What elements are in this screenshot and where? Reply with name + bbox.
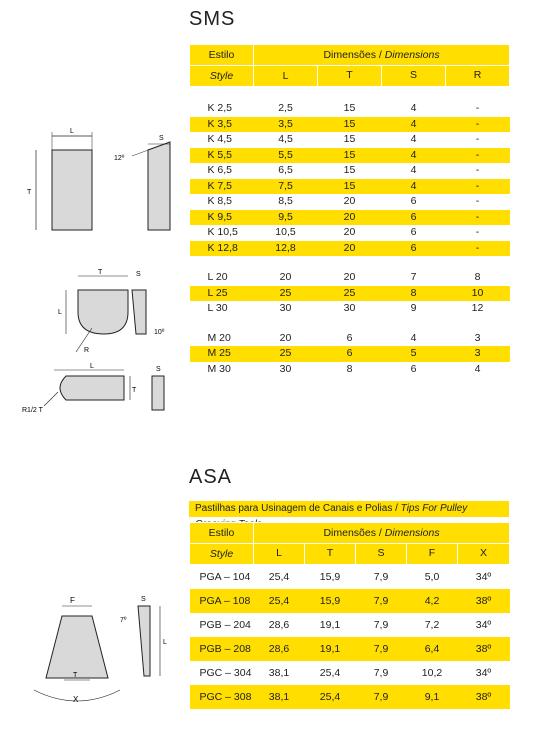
- table-row: [190, 613, 510, 637]
- s-cell: 6: [410, 362, 417, 375]
- r-cell: -: [446, 148, 510, 164]
- table-row: [190, 101, 510, 117]
- svg-text:R: R: [84, 347, 90, 354]
- table-row: [190, 132, 510, 148]
- l-cell: 20: [279, 271, 292, 283]
- t-cell: 25,4: [305, 685, 356, 709]
- table-row: [190, 163, 510, 179]
- svg-text:L: L: [90, 363, 94, 370]
- col-header-r: R: [446, 66, 510, 87]
- svg-text:L: L: [70, 128, 74, 135]
- r-cell: 3: [474, 331, 481, 344]
- x-cell: 38º: [458, 637, 510, 661]
- r-cell: -: [475, 133, 480, 145]
- table-row: [190, 589, 510, 613]
- svg-text:L: L: [163, 639, 167, 646]
- r-cell: -: [475, 195, 480, 207]
- l-cell: 12,8: [254, 241, 318, 257]
- l-cell: 28,6: [268, 619, 290, 631]
- l-cell: 2,5: [278, 102, 293, 114]
- sms-title: SMS: [189, 8, 236, 30]
- r-cell: 3: [446, 346, 510, 362]
- style-cell: PGB – 204: [199, 619, 251, 631]
- s-cell: 4: [382, 179, 446, 195]
- t-cell: 25,4: [319, 667, 341, 679]
- x-cell: 34º: [475, 619, 492, 631]
- t-cell: 15: [343, 164, 356, 176]
- t-cell: 20: [343, 271, 356, 283]
- f-cell: 7,2: [424, 619, 440, 631]
- table-row: [190, 210, 510, 226]
- t-cell: 6: [346, 331, 353, 344]
- t-cell: 19,1: [319, 619, 341, 631]
- r-cell: -: [446, 241, 510, 257]
- table-row: [190, 225, 510, 241]
- t-cell: 25: [318, 286, 382, 302]
- svg-text:T: T: [98, 269, 103, 276]
- table-row: [190, 241, 510, 257]
- l-cell: 28,6: [254, 637, 305, 661]
- s-cell: 7,9: [356, 637, 407, 661]
- x-cell: 34º: [475, 571, 492, 583]
- t-cell: 30: [343, 302, 356, 314]
- x-cell: 38º: [458, 589, 510, 613]
- r-cell: -: [475, 164, 480, 176]
- r-cell: 10: [446, 286, 510, 302]
- style-cell: PGA – 104: [199, 571, 251, 583]
- t-cell: 15: [343, 102, 356, 114]
- table-row: [190, 685, 510, 709]
- style-cell: M 25: [190, 346, 254, 362]
- table-row: [190, 331, 510, 347]
- style-header: Style: [190, 66, 254, 87]
- t-cell: 20: [318, 210, 382, 226]
- table-row: [190, 117, 510, 133]
- style-cell: K 2,5: [207, 102, 233, 114]
- style-cell: K 9,5: [190, 210, 254, 226]
- f-cell: 9,1: [407, 685, 458, 709]
- svg-text:7º: 7º: [120, 617, 127, 624]
- svg-text:T: T: [73, 672, 78, 679]
- l-cell: 4,5: [278, 133, 293, 145]
- table-row: [190, 565, 510, 590]
- svg-text:L: L: [58, 309, 62, 316]
- x-cell: 38º: [458, 685, 510, 709]
- s-cell: 4: [410, 164, 417, 176]
- t-cell: 15,9: [319, 571, 341, 583]
- col-header-l: L: [254, 66, 318, 87]
- table-row: [190, 661, 510, 685]
- s-cell: 8: [382, 286, 446, 302]
- table-row: [190, 286, 510, 302]
- l-cell: 6,5: [278, 164, 293, 176]
- k-insert-diagram: [20, 120, 190, 240]
- style-cell: K 5,5: [190, 148, 254, 164]
- col-header-s: S: [356, 544, 407, 565]
- l-cell: 30: [279, 362, 292, 375]
- r-cell: -: [446, 179, 510, 195]
- t-cell: 15: [318, 179, 382, 195]
- col-header-t: T: [305, 544, 356, 565]
- estilo-header: Estilo: [190, 45, 254, 66]
- f-cell: 4,2: [407, 589, 458, 613]
- s-cell: 4: [382, 117, 446, 133]
- style-cell: M 20: [207, 331, 231, 344]
- f-cell: 5,0: [424, 571, 440, 583]
- style-cell: PGA – 108: [190, 589, 254, 613]
- s-cell: 9: [410, 302, 417, 314]
- style-cell: K 3,5: [190, 117, 254, 133]
- s-cell: 4: [410, 331, 417, 344]
- r-cell: 4: [474, 362, 481, 375]
- svg-text:12º: 12º: [114, 155, 125, 162]
- svg-text:X: X: [73, 695, 79, 704]
- table-row: [190, 179, 510, 195]
- table-row: [190, 362, 510, 378]
- l-cell: 20: [279, 331, 292, 344]
- col-header-t: T: [318, 66, 382, 87]
- r-cell: -: [475, 226, 480, 238]
- f-cell: 6,4: [407, 637, 458, 661]
- style-header: Style: [190, 544, 254, 565]
- m-insert-diagram: [20, 362, 190, 422]
- l-cell: 7,5: [254, 179, 318, 195]
- l-cell: 30: [279, 302, 292, 314]
- svg-text:R1/2 T: R1/2 T: [22, 407, 43, 414]
- l-cell: 25: [254, 346, 318, 362]
- t-cell: 20: [343, 226, 356, 238]
- t-cell: 20: [343, 195, 356, 207]
- style-cell: L 20: [207, 271, 228, 283]
- r-cell: -: [446, 210, 510, 226]
- l-cell: 25,4: [268, 571, 290, 583]
- svg-text:S: S: [141, 596, 146, 603]
- l-insert-diagram: [20, 268, 190, 356]
- s-cell: 6: [410, 226, 417, 238]
- s-cell: 7,9: [373, 667, 389, 679]
- style-cell: K 7,5: [190, 179, 254, 195]
- s-cell: 4: [410, 133, 417, 145]
- col-header-l: L: [254, 544, 305, 565]
- s-cell: 7,9: [373, 619, 389, 631]
- pulley-insert-diagram: [20, 592, 190, 712]
- l-cell: 38,1: [268, 667, 290, 679]
- svg-text:T: T: [27, 189, 32, 196]
- svg-text:S: S: [156, 366, 161, 373]
- style-cell: M 30: [207, 362, 231, 375]
- table-row: [190, 301, 510, 317]
- s-cell: 7,9: [356, 685, 407, 709]
- style-cell: PGB – 208: [190, 637, 254, 661]
- col-header-f: F: [407, 544, 458, 565]
- style-cell: K 12,8: [190, 241, 254, 257]
- dimensions-header: Dimensões / Dimensions: [254, 523, 510, 544]
- style-cell: L 25: [190, 286, 254, 302]
- col-header-s: S: [382, 66, 446, 87]
- l-cell: 25,4: [254, 589, 305, 613]
- style-cell: PGC – 308: [190, 685, 254, 709]
- t-cell: 15,9: [305, 589, 356, 613]
- s-cell: 7,9: [356, 589, 407, 613]
- s-cell: 5: [382, 346, 446, 362]
- r-cell: -: [446, 117, 510, 133]
- s-cell: 4: [410, 102, 417, 114]
- l-cell: 9,5: [254, 210, 318, 226]
- asa-table: [189, 522, 510, 709]
- dimensions-header: Dimensões / Dimensions: [254, 45, 510, 66]
- svg-text:10º: 10º: [154, 329, 165, 336]
- t-cell: 19,1: [305, 637, 356, 661]
- l-cell: 3,5: [254, 117, 318, 133]
- style-cell: K 6,5: [207, 164, 233, 176]
- t-cell: 15: [318, 117, 382, 133]
- l-cell: 25: [254, 286, 318, 302]
- s-cell: 7,9: [373, 571, 389, 583]
- l-cell: 38,1: [254, 685, 305, 709]
- r-cell: 12: [471, 302, 484, 314]
- f-cell: 10,2: [421, 667, 443, 679]
- t-cell: 15: [343, 133, 356, 145]
- s-cell: 6: [410, 195, 417, 207]
- table-row: [190, 148, 510, 164]
- svg-text:F: F: [70, 596, 75, 605]
- x-cell: 34º: [475, 667, 492, 679]
- table-row: [190, 194, 510, 210]
- asa-banner: Pastilhas para Usinagem de Canais e Polias / Tips For Pulley: [189, 501, 509, 517]
- r-cell: -: [475, 102, 480, 114]
- table-row: [190, 346, 510, 362]
- svg-text:S: S: [159, 135, 164, 142]
- l-cell: 10,5: [275, 226, 296, 238]
- sms-table: [189, 44, 510, 377]
- l-cell: 5,5: [254, 148, 318, 164]
- t-cell: 8: [346, 362, 353, 375]
- s-cell: 6: [382, 241, 446, 257]
- t-cell: 6: [318, 346, 382, 362]
- style-cell: K 4,5: [207, 133, 233, 145]
- svg-text:T: T: [132, 387, 137, 394]
- estilo-header: Estilo: [190, 523, 254, 544]
- s-cell: 6: [382, 210, 446, 226]
- s-cell: 4: [382, 148, 446, 164]
- style-cell: PGC – 304: [199, 667, 252, 679]
- s-cell: 7: [410, 271, 417, 283]
- style-cell: L 30: [207, 302, 228, 314]
- l-cell: 8,5: [278, 195, 293, 207]
- asa-title: ASA: [189, 466, 233, 488]
- table-row: [190, 637, 510, 661]
- r-cell: 8: [474, 271, 481, 283]
- style-cell: K 8,5: [207, 195, 233, 207]
- svg-text:S: S: [136, 271, 141, 278]
- table-row: [190, 270, 510, 286]
- t-cell: 15: [318, 148, 382, 164]
- col-header-x: X: [458, 544, 510, 565]
- style-cell: K 10,5: [207, 226, 238, 238]
- t-cell: 20: [318, 241, 382, 257]
